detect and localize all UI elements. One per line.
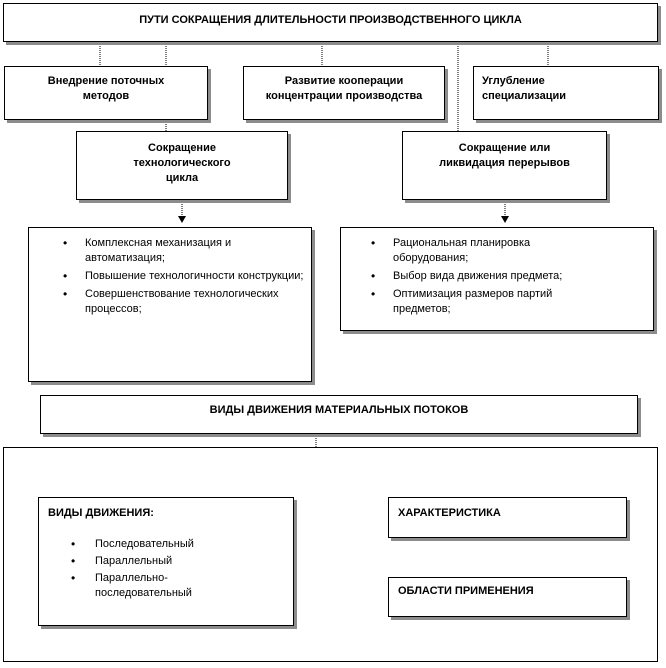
tech-cycle-label: Сокращение технологического цикла bbox=[133, 142, 231, 184]
way-cooperation: Развитие кооперации концентрации производства bbox=[265, 75, 423, 102]
list-item: • Оптимизация размеров партий предметов; bbox=[341, 287, 593, 317]
list-item: • Выбор вида движения предмета; bbox=[341, 269, 593, 284]
tech-measures-box bbox=[28, 227, 312, 382]
tech-cycle-box bbox=[76, 131, 288, 200]
characteristic-box bbox=[388, 497, 627, 538]
breaks-measures-box bbox=[340, 227, 654, 331]
movement-kinds-title: ВИДЫ ДВИЖЕНИЯ: bbox=[48, 507, 154, 519]
list-item: • Параллельный bbox=[39, 554, 233, 569]
list-item: • Комплексная механизация и автоматизация; bbox=[29, 236, 311, 266]
movement-kinds-box bbox=[38, 497, 294, 626]
way-specialization: Углубление специализации bbox=[482, 75, 566, 102]
way-flow-methods: Внедрение поточных методов bbox=[47, 75, 165, 102]
application-box bbox=[388, 577, 627, 617]
list-item: • Параллельно-последовательный bbox=[39, 571, 233, 601]
way-specialization-box bbox=[473, 66, 659, 120]
breaks-box bbox=[402, 131, 607, 200]
flows-title: ВИДЫ ДВИЖЕНИЯ МАТЕРИАЛЬНЫХ ПОТОКОВ bbox=[209, 404, 469, 416]
way-flow-methods-box bbox=[4, 66, 208, 120]
way-cooperation-box bbox=[243, 66, 445, 120]
characteristic-label: ХАРАКТЕРИСТИКА bbox=[398, 507, 501, 519]
list-item: • Рациональная планировка оборудования; bbox=[341, 236, 593, 266]
main-title: ПУТИ СОКРАЩЕНИЯ ДЛИТЕЛЬНОСТИ ПРОИЗВОДСТВЕННОГО ЦИКЛА bbox=[139, 14, 522, 26]
breaks-label: Сокращение или ликвидация перерывов bbox=[439, 142, 570, 169]
main-title-box bbox=[3, 3, 658, 42]
list-item: • Повышение технологичности конструкции; bbox=[29, 269, 311, 284]
list-item: • Последовательный bbox=[39, 537, 233, 552]
flows-title-box bbox=[40, 395, 638, 434]
application-label: ОБЛАСТИ ПРИМЕНЕНИЯ bbox=[398, 585, 534, 597]
list-item: • Совершенствование технологических процессов; bbox=[29, 287, 311, 317]
